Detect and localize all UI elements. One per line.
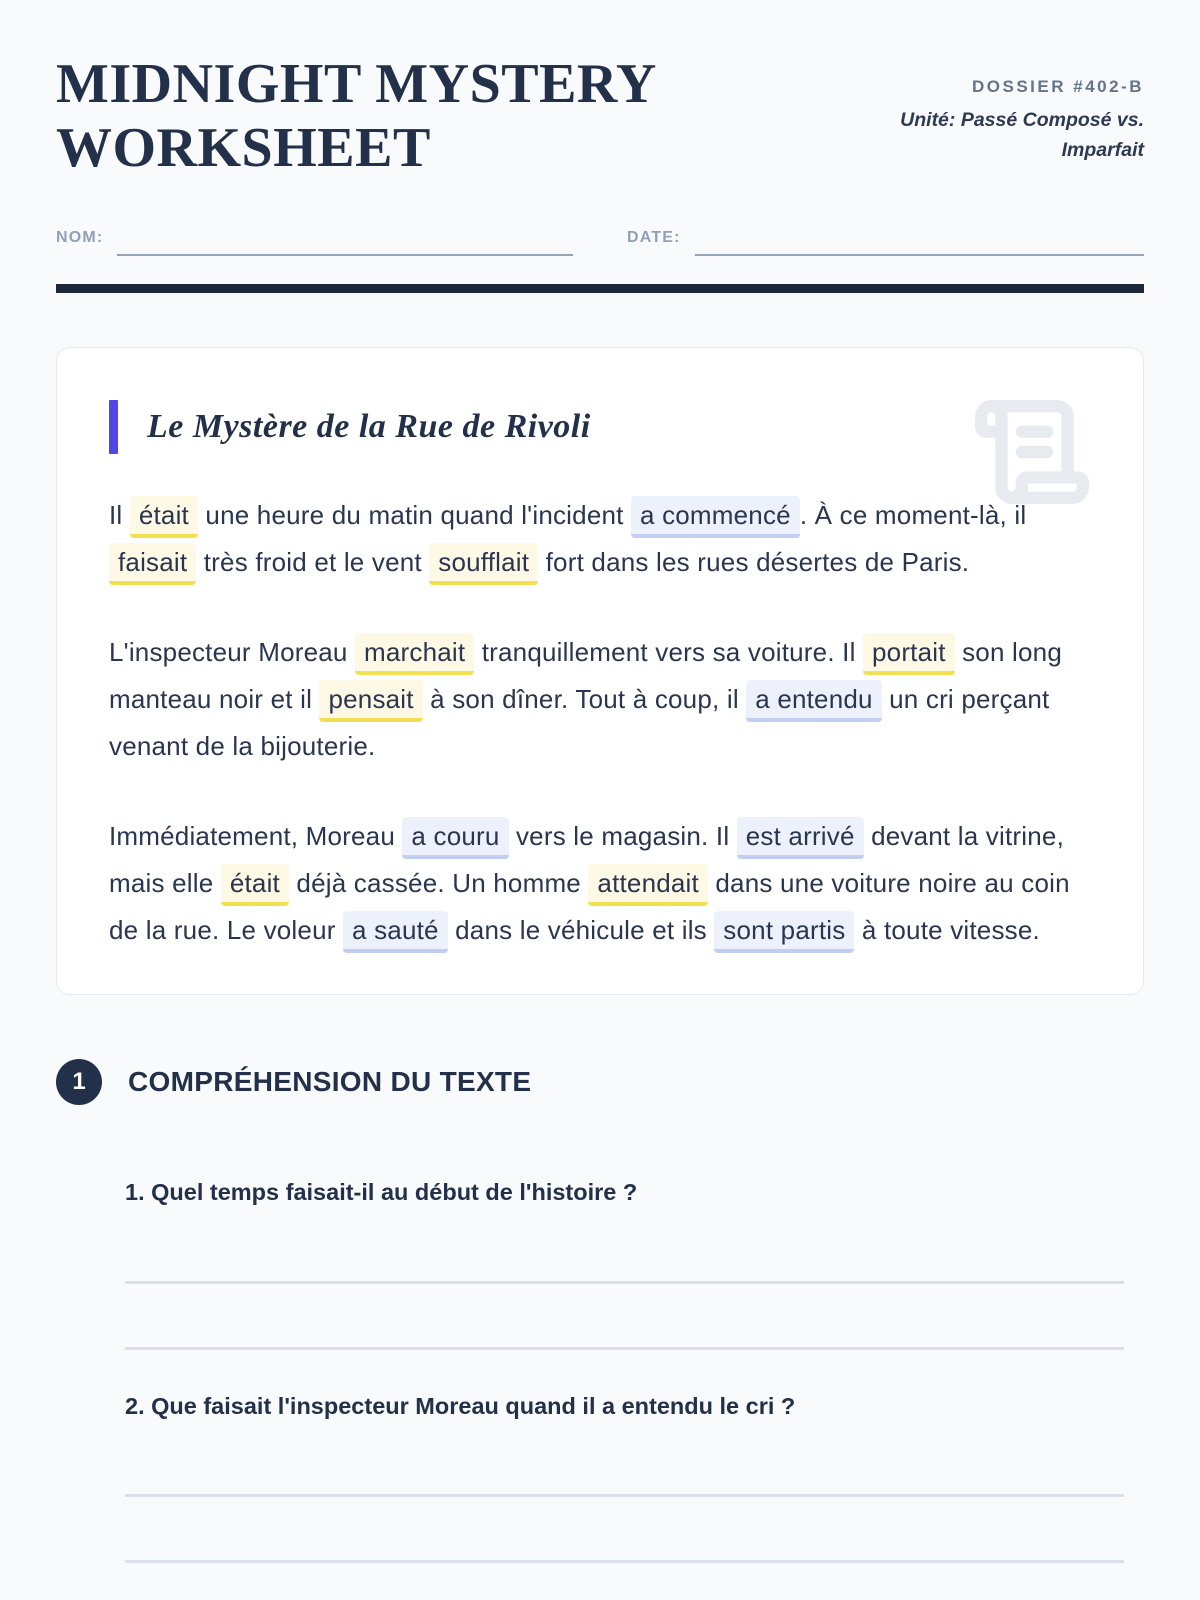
answer-line[interactable]	[125, 1208, 1124, 1284]
nom-input-line[interactable]	[117, 228, 573, 256]
header	[56, 52, 1144, 180]
question-block	[125, 1177, 1124, 1350]
verb-highlight-imparfait: pensait	[319, 680, 422, 722]
verb-highlight-passe: a commencé	[631, 496, 800, 538]
name-date-row	[56, 228, 1144, 256]
passage-text	[109, 492, 1091, 954]
answer-line[interactable]	[125, 1284, 1124, 1350]
passage-paragraph: L'inspecteur Moreau marchait tranquillement vers sa voiture. Il portait son long manteau noir et il pensait à son dîner. Tout à coup, il a entendu un cri perçant venant de la bijouterie.	[109, 629, 1091, 770]
verb-highlight-imparfait: soufflait	[429, 543, 538, 585]
date-input-line[interactable]	[695, 228, 1144, 256]
verb-highlight-imparfait: portait	[863, 633, 955, 675]
date-field	[627, 228, 1144, 256]
verb-highlight-passe: a couru	[402, 817, 508, 859]
answer-line[interactable]	[125, 1497, 1124, 1563]
question-text: 2. Que faisait l'inspecteur Moreau quand il a entendu le cri ?	[125, 1392, 796, 1419]
unit-label: Unité: Passé Composé vs. Imparfait	[900, 109, 1144, 162]
verb-highlight-passe: a sauté	[343, 911, 448, 953]
section-1-header	[56, 1059, 1144, 1105]
dossier-number: DOSSIER #402-B	[972, 77, 1144, 96]
worksheet-title: MIDNIGHT MYSTERY WORKSHEET	[56, 53, 655, 179]
date-label: DATE:	[627, 229, 681, 246]
answer-line[interactable]	[125, 1421, 1124, 1497]
story-title-row	[109, 400, 1091, 454]
nom-field	[56, 228, 573, 256]
question-text: 1. Quel temps faisait-il au début de l'histoire ?	[125, 1179, 638, 1205]
scroll-text-icon	[971, 386, 1093, 523]
reading-passage-card	[56, 347, 1144, 995]
verb-highlight-passe: sont partis	[714, 911, 854, 953]
nom-label: NOM:	[56, 229, 104, 246]
verb-highlight-passe: est arrivé	[737, 817, 864, 859]
question-block	[125, 1391, 1124, 1564]
verb-highlight-imparfait: faisait	[109, 543, 196, 585]
verb-highlight-imparfait: attendait	[588, 864, 708, 906]
header-divider	[56, 284, 1144, 293]
section-title: COMPRÉHENSION DU TEXTE	[128, 1066, 532, 1097]
section-number-badge: 1	[56, 1059, 102, 1105]
verb-highlight-imparfait: marchait	[355, 633, 474, 675]
verb-highlight-passe: a entendu	[746, 680, 881, 722]
passage-paragraph: Immédiatement, Moreau a couru vers le magasin. Il est arrivé devant la vitrine, mais elle était déjà cassée. Un homme attendait dans une voiture noire au coin de la rue. Le voleur a sauté dans le véhicule et ils sont partis à toute vitesse.	[109, 813, 1091, 954]
story-title: Le Mystère de la Rue de Rivoli	[147, 408, 591, 445]
verb-highlight-imparfait: était	[221, 864, 289, 906]
passage-paragraph: Il était une heure du matin quand l'incident a commencé . À ce moment-là, il faisait très froid et le vent soufflait fort dans les rues désertes de Paris.	[109, 492, 1091, 586]
document-meta	[849, 52, 1144, 165]
accent-bar	[109, 400, 118, 454]
questions-list	[125, 1177, 1124, 1563]
verb-highlight-imparfait: était	[130, 496, 198, 538]
